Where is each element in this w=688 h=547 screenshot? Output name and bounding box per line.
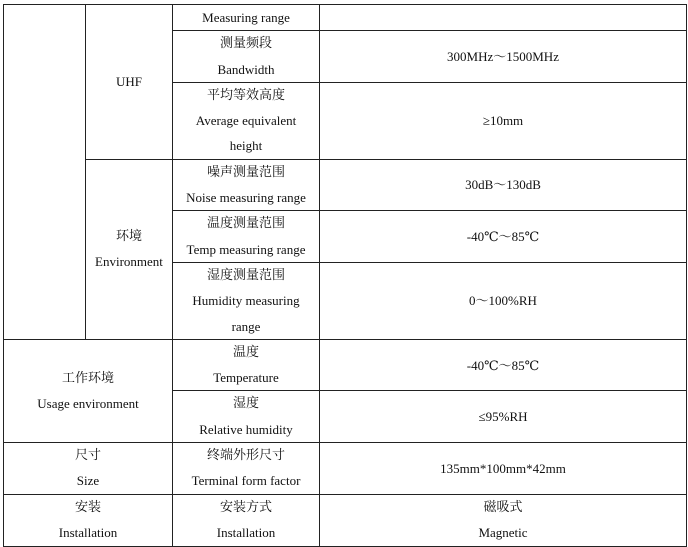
- table-row: [4, 159, 687, 211]
- category-label-en: Usage environment: [37, 395, 139, 411]
- table-row: [4, 443, 687, 495]
- environment-category-cell: [86, 159, 173, 339]
- param-cell: [173, 443, 320, 495]
- param-label-en: Noise measuring range: [186, 190, 306, 206]
- value-cell: [320, 82, 687, 159]
- param-cell: [173, 262, 320, 339]
- param-cell: [173, 82, 320, 159]
- value-text: 135mm*100mm*42mm: [440, 460, 566, 476]
- category-label-zh: 尺寸: [74, 448, 101, 464]
- usage-category-cell: [4, 339, 173, 442]
- param-cell: [173, 159, 320, 211]
- category-label-en: Size: [76, 473, 100, 489]
- param-label-zh: 终端外形尺寸: [206, 448, 285, 464]
- param-label-zh: 安装方式: [219, 499, 272, 515]
- param-label-zh: 噪声测量范围: [206, 164, 285, 180]
- value-text: 0～100%RH: [469, 293, 537, 309]
- category-label-en: Environment: [95, 254, 163, 270]
- param-label-en: Average equivalent: [195, 113, 297, 129]
- value-cell: [320, 443, 687, 495]
- value-cell: [320, 391, 687, 443]
- value-text: ≥10mm: [482, 113, 524, 129]
- param-label-zh: 测量频段: [219, 36, 272, 52]
- value-text: -40℃～85℃: [466, 229, 540, 245]
- category-label-zh: 安装: [74, 499, 101, 515]
- param-label-zh: 湿度: [232, 396, 259, 412]
- value-text: 300MHz～1500MHz: [447, 48, 559, 64]
- param-cell: [173, 391, 320, 443]
- param-label: Measuring range: [202, 10, 290, 25]
- category-label-en: Installation: [58, 525, 118, 541]
- category-label-zh: 环境: [115, 229, 142, 245]
- param-label-en: Humidity measuring: [192, 293, 300, 309]
- param-label-en: range: [231, 318, 261, 334]
- param-label-en: Relative humidity: [199, 421, 293, 437]
- param-label-en: height: [229, 138, 263, 154]
- value-cell: [320, 494, 687, 546]
- param-label-zh: 温度测量范围: [206, 216, 285, 232]
- value-text-zh: 磁吸式: [483, 499, 523, 515]
- value-text: -40℃～85℃: [466, 357, 540, 373]
- uhf-category-cell: [86, 5, 173, 160]
- param-cell: [173, 5, 320, 31]
- param-cell: [173, 211, 320, 263]
- param-label-en: Temperature: [213, 370, 279, 386]
- param-label-zh: 温度: [232, 344, 259, 360]
- value-cell: [320, 159, 687, 211]
- value-text: 30dB～130dB: [465, 177, 541, 193]
- param-cell: [173, 339, 320, 391]
- param-cell: [173, 494, 320, 546]
- param-label-en: Installation: [216, 525, 276, 541]
- table-row: [4, 494, 687, 546]
- param-label-en: Temp measuring range: [186, 241, 306, 257]
- value-cell: [320, 31, 687, 83]
- category-label-zh: 工作环境: [61, 370, 114, 386]
- blank-cell: [4, 5, 86, 340]
- installation-category-cell: [4, 494, 173, 546]
- size-category-cell: [4, 443, 173, 495]
- param-label-zh: 湿度测量范围: [206, 267, 285, 283]
- param-label-en: Terminal form factor: [191, 473, 301, 489]
- value-cell: [320, 339, 687, 391]
- table-row: [4, 5, 687, 31]
- value-text-en: Magnetic: [478, 525, 528, 541]
- spec-table: [3, 4, 687, 547]
- value-cell: [320, 262, 687, 339]
- table-row: [4, 339, 687, 391]
- value-cell: [320, 211, 687, 263]
- value-text: ≤95%RH: [478, 409, 528, 425]
- uhf-category-label: UHF: [115, 74, 142, 90]
- value-cell: [320, 5, 687, 31]
- param-label-zh: 平均等效高度: [206, 87, 285, 103]
- param-cell: [173, 31, 320, 83]
- param-label-en: Bandwidth: [217, 61, 275, 77]
